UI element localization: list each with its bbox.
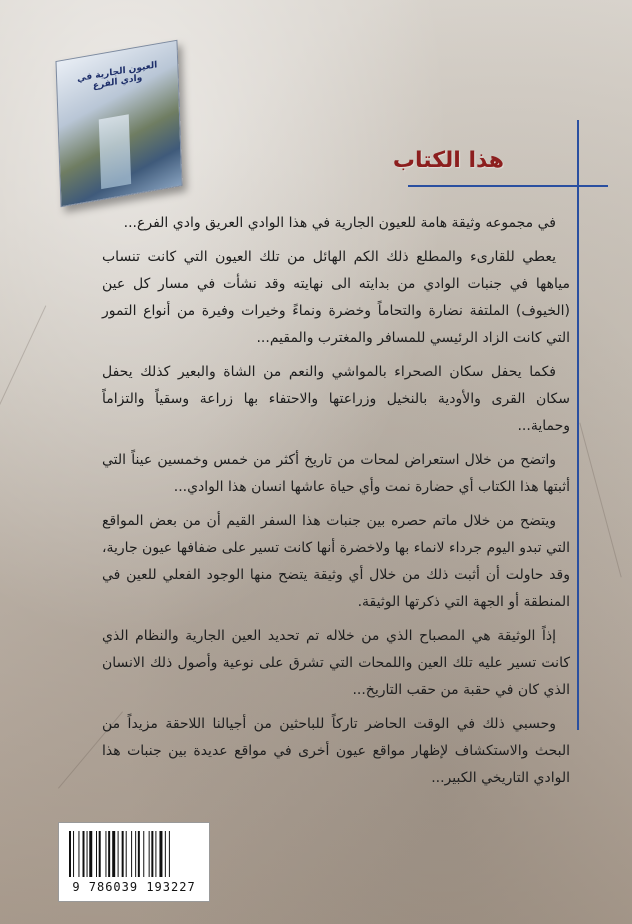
- book-cover-thumbnail: [55, 40, 182, 208]
- barcode-bar: [89, 831, 92, 877]
- vertical-rule: [577, 120, 579, 730]
- paragraph: إذاً الوثيقة هي المصباح الذي من خلاله تم تحديد العين الجارية والنظام الذي كانت تسير عليه تلك العين واللمحات التي تشرق على نوعية وأصول ذلك الانسان الذي كان في حقبة من حقب التاريخ...: [102, 628, 570, 698]
- barcode-bar: [87, 831, 88, 877]
- barcode-bars: [69, 831, 199, 877]
- waterfall-image: [99, 114, 131, 189]
- barcode-bar: [149, 831, 150, 877]
- book-cover-title: العيون الجارية في وادي الفرع: [76, 60, 158, 92]
- paragraph: ويتضح من خلال ماتم حصره بين جنبات هذا السفر القيم أن من بعض المواقع التي تبدو اليوم جرداء لانماء بها ولاخضرة أنها كانت تسير على ضفافها عيون جارية، وقد حاولت أن أثبت ذلك من خلال أي وثيقة يتضح منها الوجود الفعلي للعين في المنطقة أو الجهة التي ذكرتها الوثيقة.: [102, 513, 570, 610]
- barcode-bar: [126, 831, 127, 877]
- barcode-bar: [165, 831, 166, 877]
- horizontal-rule: [408, 185, 608, 187]
- paragraph: فكما يحفل سكان الصحراء بالمواشي والنعم من الشاة والبعير كذلك يحفل سكان القرى والأودية بالنخيل وزراعتها والاحتفاء بها زراعة وسقياً والتزاماً وحماية...: [102, 364, 570, 434]
- barcode-bar: [96, 831, 97, 877]
- barcode-bar: [155, 831, 156, 877]
- barcode-bar: [78, 831, 79, 877]
- barcode-bar: [118, 831, 119, 877]
- barcode-bar: [159, 831, 162, 877]
- barcode-bar: [131, 831, 132, 877]
- barcode-bar: [138, 831, 140, 877]
- barcode-bar: [108, 831, 110, 877]
- barcode-bar: [99, 831, 101, 877]
- barcode-bar: [105, 831, 106, 877]
- barcode-bar: [151, 831, 153, 877]
- barcode-bar: [135, 831, 136, 877]
- barcode: [58, 822, 210, 902]
- page-heading: هذا الكتاب: [392, 148, 504, 173]
- barcode-number: 9 786039 193227: [72, 880, 196, 894]
- barcode-bar: [122, 831, 124, 877]
- barcode-bar: [69, 831, 71, 877]
- body-text: [102, 210, 570, 799]
- paragraph: يعطي للقارىء والمطلع ذلك الكم الهائل من تلك العيون التي كانت تنساب مياهها في جنبات الوادي من بدايته الى نهايته وقد نشأت في مسار كل عين (الخيوف) الملتفة نضارة والتحاماً وخضرة ونماءً وخيرات وفيرة من أنواع التمور التي كانت الزاد الرئيسي للمسافر والمغترب والمقيم...: [102, 249, 570, 346]
- barcode-bar: [83, 831, 85, 877]
- barcode-bar: [73, 831, 74, 877]
- paragraph: وحسبي ذلك في الوقت الحاضر تاركاً للباحثين من أجيالنا اللاحقة مزيداً من البحث والاستكشاف لإظهار مواقع عيون أخرى في مواقع عديدة بين جنبات هذا الوادي التاريخي الكبير...: [102, 716, 570, 786]
- barcode-bar: [112, 831, 115, 877]
- barcode-bar: [143, 831, 144, 877]
- paragraph: في مجموعه وثيقة هامة للعيون الجارية في هذا الوادي العريق وادي الفرع...: [123, 215, 556, 231]
- paragraph: واتضح من خلال استعراض لمحات من تاريخ أكثر من خمس وخمسين عيناً التي أثبتها هذا الكتاب أي حضارة نمت وأي حياة عاشها انسان هذا الوادي...: [102, 452, 570, 495]
- barcode-bar: [169, 831, 170, 877]
